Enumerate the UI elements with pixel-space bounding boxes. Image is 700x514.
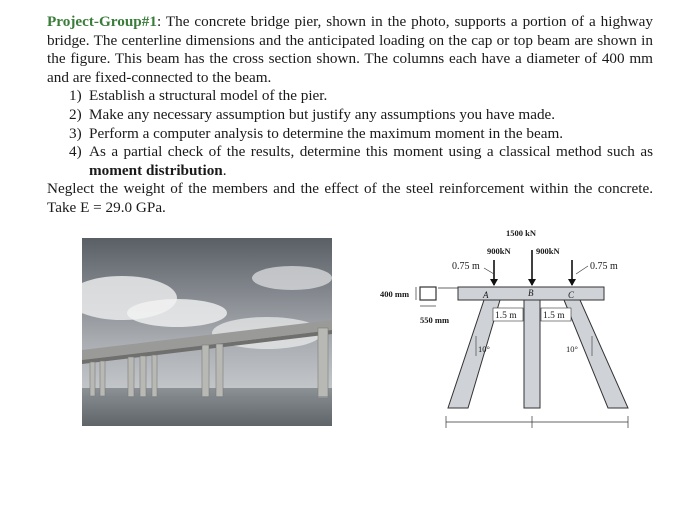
column-middle — [524, 300, 540, 408]
node-label-a: A — [483, 290, 489, 300]
leader-line — [484, 268, 494, 274]
section-width-label: 400 mm — [380, 289, 410, 299]
intro-text: The concrete bridge pier, shown in the photo, supports a portion of a highway bridge. The centerline dimensions and the anticipated loading on the cap or top beam are shown in the figure. This beam has the cross section shown. The columns each have a diameter of 400 mm and are fixed-connected to the beam. — [47, 13, 653, 86]
column-right — [564, 300, 628, 408]
task-number: 2) — [69, 105, 82, 123]
task-item — [69, 125, 653, 144]
dim-mid-left: 1.5 m — [495, 311, 517, 321]
task-number: 4) — [69, 143, 82, 161]
cloud — [252, 266, 332, 290]
task-number: 1) — [69, 87, 82, 105]
load-left-label: 900kN — [487, 246, 511, 256]
heading-colon: : — [156, 13, 162, 30]
load-center-label: 1500 kN — [506, 228, 536, 238]
closing-paragraph: Neglect the weight of the members and the effect of the steel reinforcement within the concrete. Take E = 29.0 GPa. — [47, 180, 653, 216]
arrow-head — [490, 279, 498, 286]
angle-left: 10° — [478, 344, 490, 354]
dim-right-overhang: 0.75 m — [590, 261, 618, 272]
node-label-b: B — [528, 288, 534, 298]
problem-statement — [47, 13, 653, 218]
bridge-photo — [82, 238, 332, 426]
angle-right: 10° — [566, 344, 578, 354]
dim-left-overhang: 0.75 m — [452, 261, 480, 272]
task-text: As a partial check of the results, determine this moment using a classical method such as — [89, 143, 653, 161]
task-number: 3) — [69, 124, 82, 142]
task-item — [69, 87, 653, 106]
task-text: Make any necessary assumption but justify any assumptions you have made. — [89, 105, 556, 123]
pier-figure — [376, 226, 646, 436]
task-text: Perform a computer analysis to determine the maximum moment in the beam. — [89, 124, 564, 142]
task-bold-text: moment distribution — [89, 161, 223, 179]
leader-line — [576, 266, 588, 274]
project-heading: Project-Group#1 — [47, 13, 157, 30]
dim-mid-right: 1.5 m — [543, 311, 565, 321]
cloud — [127, 299, 227, 327]
task-text: Establish a structural model of the pier. — [89, 87, 328, 105]
task-item — [69, 106, 653, 125]
cross-section — [420, 287, 436, 300]
node-label-c: C — [568, 290, 575, 300]
load-right-label: 900kN — [536, 246, 560, 256]
intro-paragraph — [47, 13, 653, 87]
task-list — [47, 87, 653, 180]
shoreline — [82, 396, 332, 400]
task-text-end: . — [222, 161, 227, 179]
arrow-head — [528, 279, 536, 286]
arrow-head — [568, 279, 576, 286]
column-left — [448, 300, 500, 408]
section-depth-label: 550 mm — [420, 315, 450, 325]
task-item — [69, 143, 653, 180]
